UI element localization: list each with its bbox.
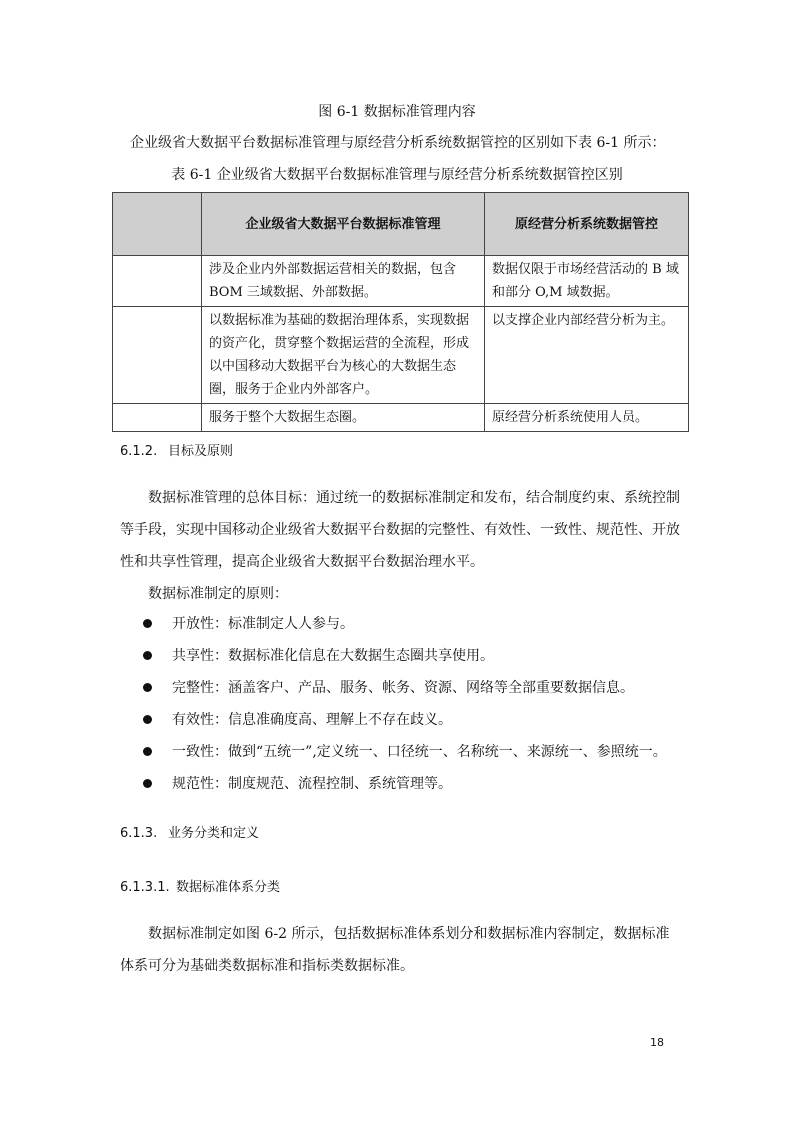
- table-cell: 以支撑企业内部经营分析为主。: [485, 307, 689, 404]
- table-cell: 涉及企业内外部数据运营相关的数据，包含BOM 三域数据、外部数据。: [202, 256, 485, 307]
- table-cell: [113, 256, 202, 307]
- table-cell: [113, 404, 202, 432]
- goal-paragraph: 数据标准管理的总体目标：通过统一的数据标准制定和发布，结合制度约束、系统控制等手段，实现中国移动企业级省大数据平台数据的完整性、有效性、一致性、规范性、开放性和共享性管理，提高企业级省大数据平台数据治理水平。: [120, 490, 680, 570]
- table-header-cell: [113, 193, 202, 256]
- section-number: 6.1.3.1.: [120, 880, 170, 895]
- section-title: 业务分类和定义: [168, 826, 260, 841]
- table-header-row: [113, 193, 689, 256]
- section-number: 6.1.2.: [120, 444, 158, 459]
- page-number: 18: [650, 1036, 664, 1049]
- principles-intro: 数据标准制定的原则：: [148, 586, 288, 602]
- table-row: [113, 404, 689, 432]
- list-item: 完整性：涵盖客户、产品、服务、帐务、资源、网络等全部重要数据信息。: [140, 672, 667, 704]
- table-cell: 以数据标准为基础的数据治理体系，实现数据的资产化，贯穿整个数据运营的全流程，形成以中国移动大数据平台为核心的大数据生态圈，服务于企业内外部客户。: [202, 307, 485, 404]
- section-heading-6-1-2: [120, 440, 233, 459]
- table-row: [113, 256, 689, 307]
- classification-paragraph: 数据标准制定如图 6-2 所示，包括数据标准体系划分和数据标准内容制定，数据标准体系可分为基础类数据标准和指标类数据标准。: [120, 926, 670, 974]
- section-title: 数据标准体系分类: [176, 880, 281, 895]
- table-cell: 服务于整个大数据生态圈。: [202, 404, 485, 432]
- list-item: 一致性：做到“五统一”,定义统一、口径统一、名称统一、来源统一、参照统一。: [140, 736, 667, 768]
- list-item: 有效性：信息准确度高、理解上不存在歧义。: [140, 704, 667, 736]
- table-row: [113, 307, 689, 404]
- table-header-cell: 原经营分析系统数据管控: [485, 193, 689, 256]
- section-number: 6.1.3.: [120, 826, 158, 841]
- section-title: 目标及原则: [168, 444, 234, 459]
- table-cell: 原经营分析系统使用人员。: [485, 404, 689, 432]
- table-caption: 表 6-1 企业级省大数据平台数据标准管理与原经营分析系统数据管控区别: [171, 167, 623, 183]
- figure-caption: 图 6-1 数据标准管理内容: [318, 104, 476, 120]
- list-item: 开放性：标准制定人人参与。: [140, 608, 667, 640]
- principles-list: [140, 608, 667, 800]
- section-heading-6-1-3-1: [120, 876, 280, 895]
- list-item: 共享性：数据标准化信息在大数据生态圈共享使用。: [140, 640, 667, 672]
- list-item: 规范性：制度规范、流程控制、系统管理等。: [140, 768, 667, 800]
- section-heading-6-1-3: [120, 822, 259, 841]
- table-header-cell: 企业级省大数据平台数据标准管理: [202, 193, 485, 256]
- table-cell: 数据仅限于市场经营活动的 B 域和部分 O,M 域数据。: [485, 256, 689, 307]
- comparison-table: [112, 192, 689, 432]
- intro-text: 企业级省大数据平台数据标准管理与原经营分析系统数据管控的区别如下表 6-1 所示：: [130, 135, 666, 151]
- table-cell: [113, 307, 202, 404]
